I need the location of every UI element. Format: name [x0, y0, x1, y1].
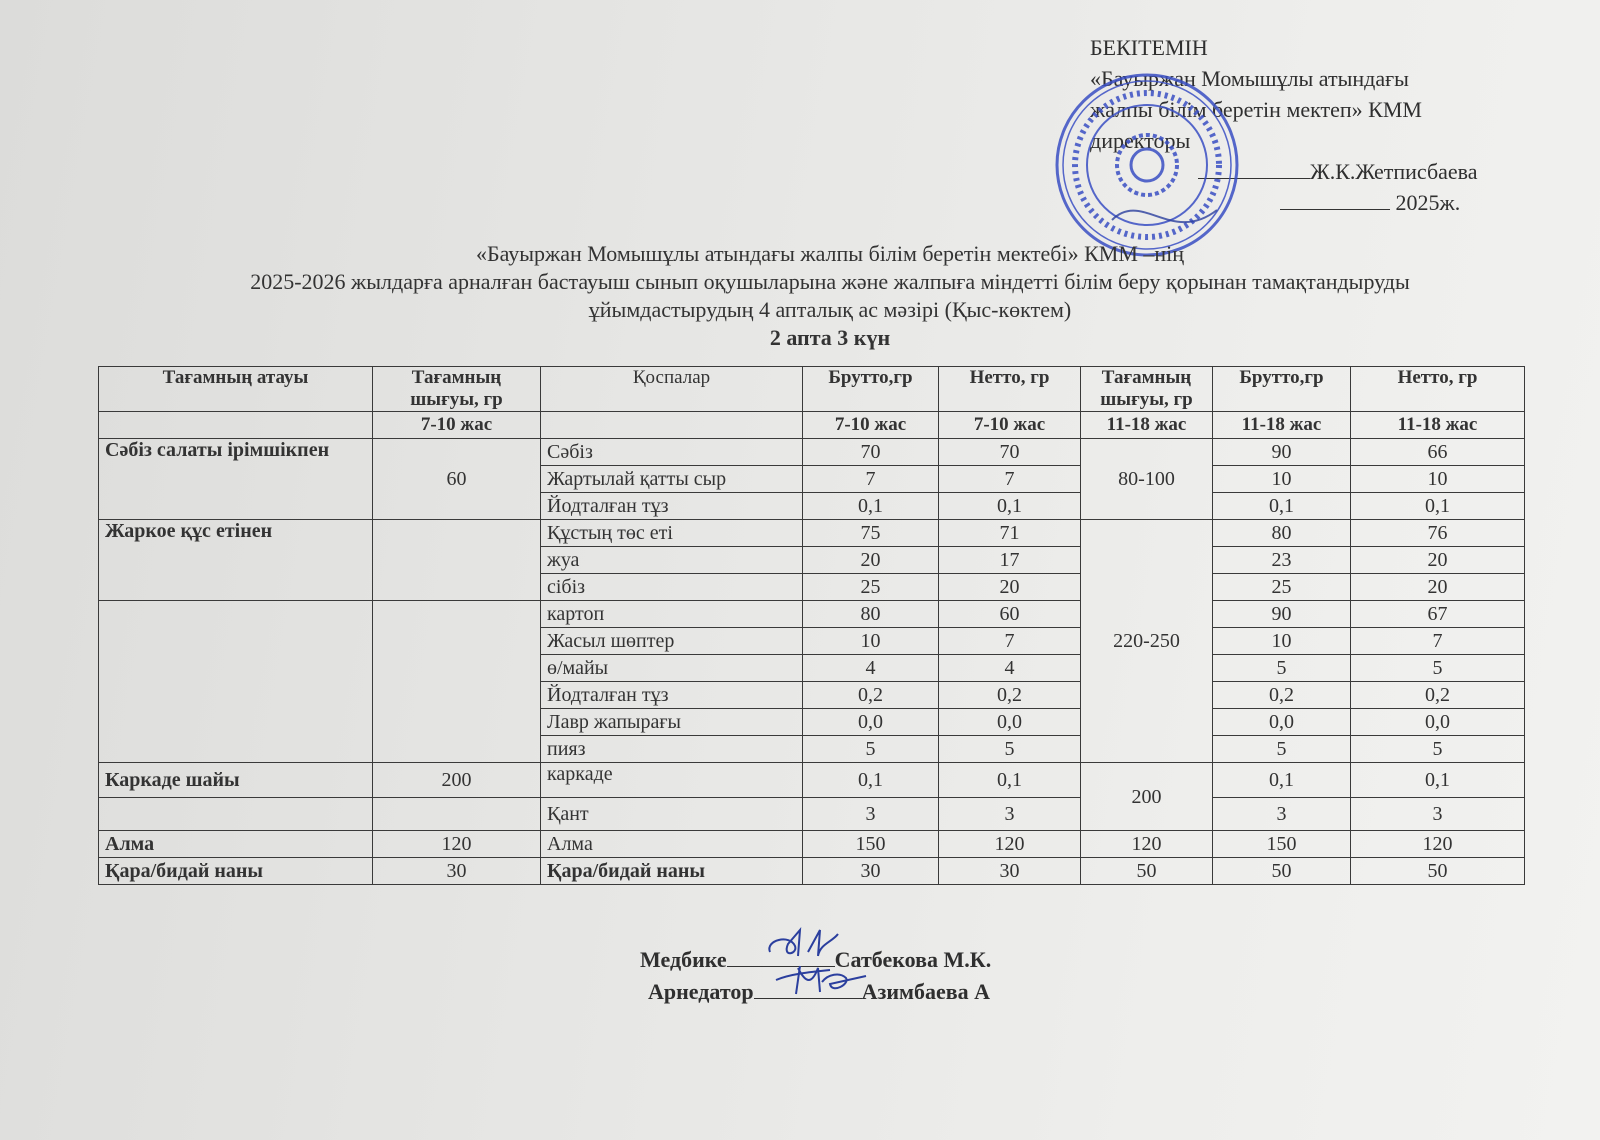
netto-cell: 120	[1351, 831, 1525, 858]
date-blank	[1280, 209, 1390, 210]
ingredient-cell: Жартылай қатты сыр	[541, 466, 803, 493]
netto-cell: 120	[939, 831, 1081, 858]
ingredient-cell: пияз	[541, 736, 803, 763]
brutto-cell: 90	[1213, 601, 1351, 628]
netto-cell: 60	[939, 601, 1081, 628]
brutto-cell: 4	[803, 655, 939, 682]
header-brutto-11-18: Брутто,гр	[1213, 367, 1351, 412]
table-row	[99, 520, 1525, 547]
brutto-cell: 0,0	[803, 709, 939, 736]
title-line-2: 2025-2026 жылдарға арналған бастауыш сынып оқушыларына және жалпыға міндетті білім беру қорынан тамақтандыруды	[250, 269, 1410, 294]
netto-cell: 0,2	[1351, 682, 1525, 709]
approval-org-line2: жалпы білім беретін мектеп» КММ	[1090, 97, 1422, 122]
age-yield-7-10: 7-10 жас	[373, 412, 541, 439]
brutto-cell: 3	[1213, 798, 1351, 831]
brutto-cell: 0,1	[803, 493, 939, 520]
brutto-cell: 0,0	[1213, 709, 1351, 736]
brutto-cell: 7	[803, 466, 939, 493]
table-row	[99, 439, 1525, 466]
round-seal-stamp	[1052, 70, 1242, 260]
dish-yield-salad-11-18: 80-100	[1081, 439, 1213, 520]
brutto-cell: 10	[1213, 628, 1351, 655]
netto-cell: 0,1	[1351, 493, 1525, 520]
table-row	[99, 601, 1525, 628]
brutto-cell: 5	[1213, 736, 1351, 763]
netto-cell: 20	[939, 574, 1081, 601]
brutto-cell: 50	[1213, 858, 1351, 885]
brutto-cell: 10	[803, 628, 939, 655]
brutto-cell: 25	[803, 574, 939, 601]
age-netto-7-10: 7-10 жас	[939, 412, 1081, 439]
title-line-3: ұйымдастырудың 4 апталық ас мәзірі (Қыс-көктем)	[588, 297, 1072, 322]
empty-name-cell	[99, 798, 373, 831]
netto-cell: 7	[939, 628, 1081, 655]
ingredient-cell: картоп	[541, 601, 803, 628]
dish-yield-tea-7-10: 200	[373, 763, 541, 798]
brutto-cell: 30	[803, 858, 939, 885]
empty-name-cell	[99, 601, 373, 763]
netto-cell: 0,1	[939, 763, 1081, 798]
brutto-cell: 5	[803, 736, 939, 763]
netto-cell: 3	[939, 798, 1081, 831]
netto-cell: 3	[1351, 798, 1525, 831]
brutto-cell: 25	[1213, 574, 1351, 601]
netto-cell: 7	[1351, 628, 1525, 655]
title-line-4: 2 апта 3 күн	[769, 325, 891, 350]
age-empty-cell	[99, 412, 373, 439]
brutto-cell: 0,1	[803, 763, 939, 798]
header-netto-7-10: Нетто, гр	[939, 367, 1081, 412]
brutto-cell: 10	[1213, 466, 1351, 493]
brutto-cell: 70	[803, 439, 939, 466]
ingredient-cell: Құстың төс еті	[541, 520, 803, 547]
netto-cell: 0,2	[939, 682, 1081, 709]
dish-yield-tea-11-18: 200	[1081, 763, 1213, 831]
ingredient-cell: Қант	[541, 798, 803, 831]
tenant-name: Азимбаева А	[861, 979, 991, 1004]
brutto-cell: 80	[1213, 520, 1351, 547]
brutto-cell: 0,1	[1213, 763, 1351, 798]
netto-cell: 0,0	[1351, 709, 1525, 736]
brutto-cell: 5	[1213, 655, 1351, 682]
ingredient-cell: ө/майы	[541, 655, 803, 682]
dish-yield-apple-11-18: 120	[1081, 831, 1213, 858]
brutto-cell: 3	[803, 798, 939, 831]
netto-cell: 7	[939, 466, 1081, 493]
age-brutto-7-10: 7-10 жас	[803, 412, 939, 439]
netto-cell: 67	[1351, 601, 1525, 628]
netto-cell: 30	[939, 858, 1081, 885]
netto-cell: 4	[939, 655, 1081, 682]
age-empty-cell	[541, 412, 803, 439]
netto-cell: 20	[1351, 547, 1525, 574]
ingredient-cell: сібіз	[541, 574, 803, 601]
dish-name-zharkoe: Жаркое құс етінен	[99, 520, 373, 601]
age-netto-11-18: 11-18 жас	[1351, 412, 1525, 439]
approval-signer: Ж.К.Жетписбаева	[1310, 159, 1478, 184]
ingredient-cell: Алма	[541, 831, 803, 858]
brutto-cell: 150	[1213, 831, 1351, 858]
brutto-cell: 90	[1213, 439, 1351, 466]
netto-cell: 76	[1351, 520, 1525, 547]
netto-cell: 17	[939, 547, 1081, 574]
table-row	[99, 763, 1525, 798]
netto-cell: 20	[1351, 574, 1525, 601]
nurse-name: Сатбекова М.К.	[834, 947, 992, 972]
brutto-cell: 75	[803, 520, 939, 547]
dish-yield-zharkoe-7-10	[373, 520, 541, 601]
table-row	[99, 831, 1525, 858]
netto-cell: 0,1	[939, 493, 1081, 520]
brutto-cell: 80	[803, 601, 939, 628]
netto-cell: 0,0	[939, 709, 1081, 736]
dish-yield-bread-7-10: 30	[373, 858, 541, 885]
ingredient-cell: жуа	[541, 547, 803, 574]
table-row	[99, 798, 1525, 831]
ingredient-cell: Сәбіз	[541, 439, 803, 466]
approval-heading: БЕКІТЕМІН	[1090, 35, 1208, 60]
dish-name-salad: Сәбіз салаты ірімшікпен	[99, 439, 373, 520]
ingredient-cell: каркаде	[541, 763, 803, 798]
dish-yield-zharkoe-11-18: 220-250	[1081, 520, 1213, 763]
dish-yield-bread-11-18: 50	[1081, 858, 1213, 885]
title-line-1: «Бауыржан Момышұлы атындағы жалпы білім беретін мектебі» КММ –нің	[475, 241, 1185, 266]
ingredient-cell: Лавр жапырағы	[541, 709, 803, 736]
nurse-role: Медбике	[640, 947, 727, 972]
brutto-cell: 23	[1213, 547, 1351, 574]
header-ingredients: Қоспалар	[541, 367, 803, 412]
dish-name-bread: Қара/бидай наны	[99, 858, 373, 885]
ingredient-cell: Жасыл шөптер	[541, 628, 803, 655]
header-dish-name: Тағамның атауы	[99, 367, 373, 412]
table-header-row	[99, 367, 1525, 412]
netto-cell: 0,1	[1351, 763, 1525, 798]
menu-table	[98, 366, 1525, 885]
age-yield-11-18: 11-18 жас	[1081, 412, 1213, 439]
ingredient-cell: Йодталған тұз	[541, 493, 803, 520]
tenant-signature-row	[640, 976, 991, 1008]
approval-year: 2025ж.	[1395, 190, 1461, 215]
tenant-role: Арнедатор	[648, 979, 754, 1004]
netto-cell: 5	[939, 736, 1081, 763]
brutto-cell: 0,2	[1213, 682, 1351, 709]
dish-name-tea: Каркаде шайы	[99, 763, 373, 798]
header-yield-7-10: Тағамның шығуы, гр	[373, 367, 541, 412]
brutto-cell: 20	[803, 547, 939, 574]
age-group-row	[99, 412, 1525, 439]
brutto-cell: 150	[803, 831, 939, 858]
approval-position: директоры	[1090, 128, 1191, 153]
tenant-handwritten-signature	[770, 954, 880, 1004]
brutto-cell: 0,1	[1213, 493, 1351, 520]
brutto-cell: 0,2	[803, 682, 939, 709]
dish-name-apple: Алма	[99, 831, 373, 858]
age-brutto-11-18: 11-18 жас	[1213, 412, 1351, 439]
ingredient-cell: Қара/бидай наны	[541, 858, 803, 885]
empty-yield-cell	[373, 798, 541, 831]
table-row	[99, 858, 1525, 885]
header-yield-11-18: Тағамның шығуы, гр	[1081, 367, 1213, 412]
document-title	[100, 240, 1560, 352]
netto-cell: 5	[1351, 655, 1525, 682]
netto-cell: 50	[1351, 858, 1525, 885]
signatures-block	[640, 944, 991, 1008]
empty-yield-cell	[373, 601, 541, 763]
netto-cell: 66	[1351, 439, 1525, 466]
approval-org-line1: «Бауыржан Момышұлы атындағы	[1090, 66, 1409, 91]
netto-cell: 10	[1351, 466, 1525, 493]
ingredient-cell: Йодталған тұз	[541, 682, 803, 709]
header-netto-11-18: Нетто, гр	[1351, 367, 1525, 412]
dish-yield-apple-7-10: 120	[373, 831, 541, 858]
netto-cell: 5	[1351, 736, 1525, 763]
netto-cell: 70	[939, 439, 1081, 466]
netto-cell: 71	[939, 520, 1081, 547]
header-brutto-7-10: Брутто,гр	[803, 367, 939, 412]
dish-yield-salad-7-10: 60	[373, 439, 541, 520]
